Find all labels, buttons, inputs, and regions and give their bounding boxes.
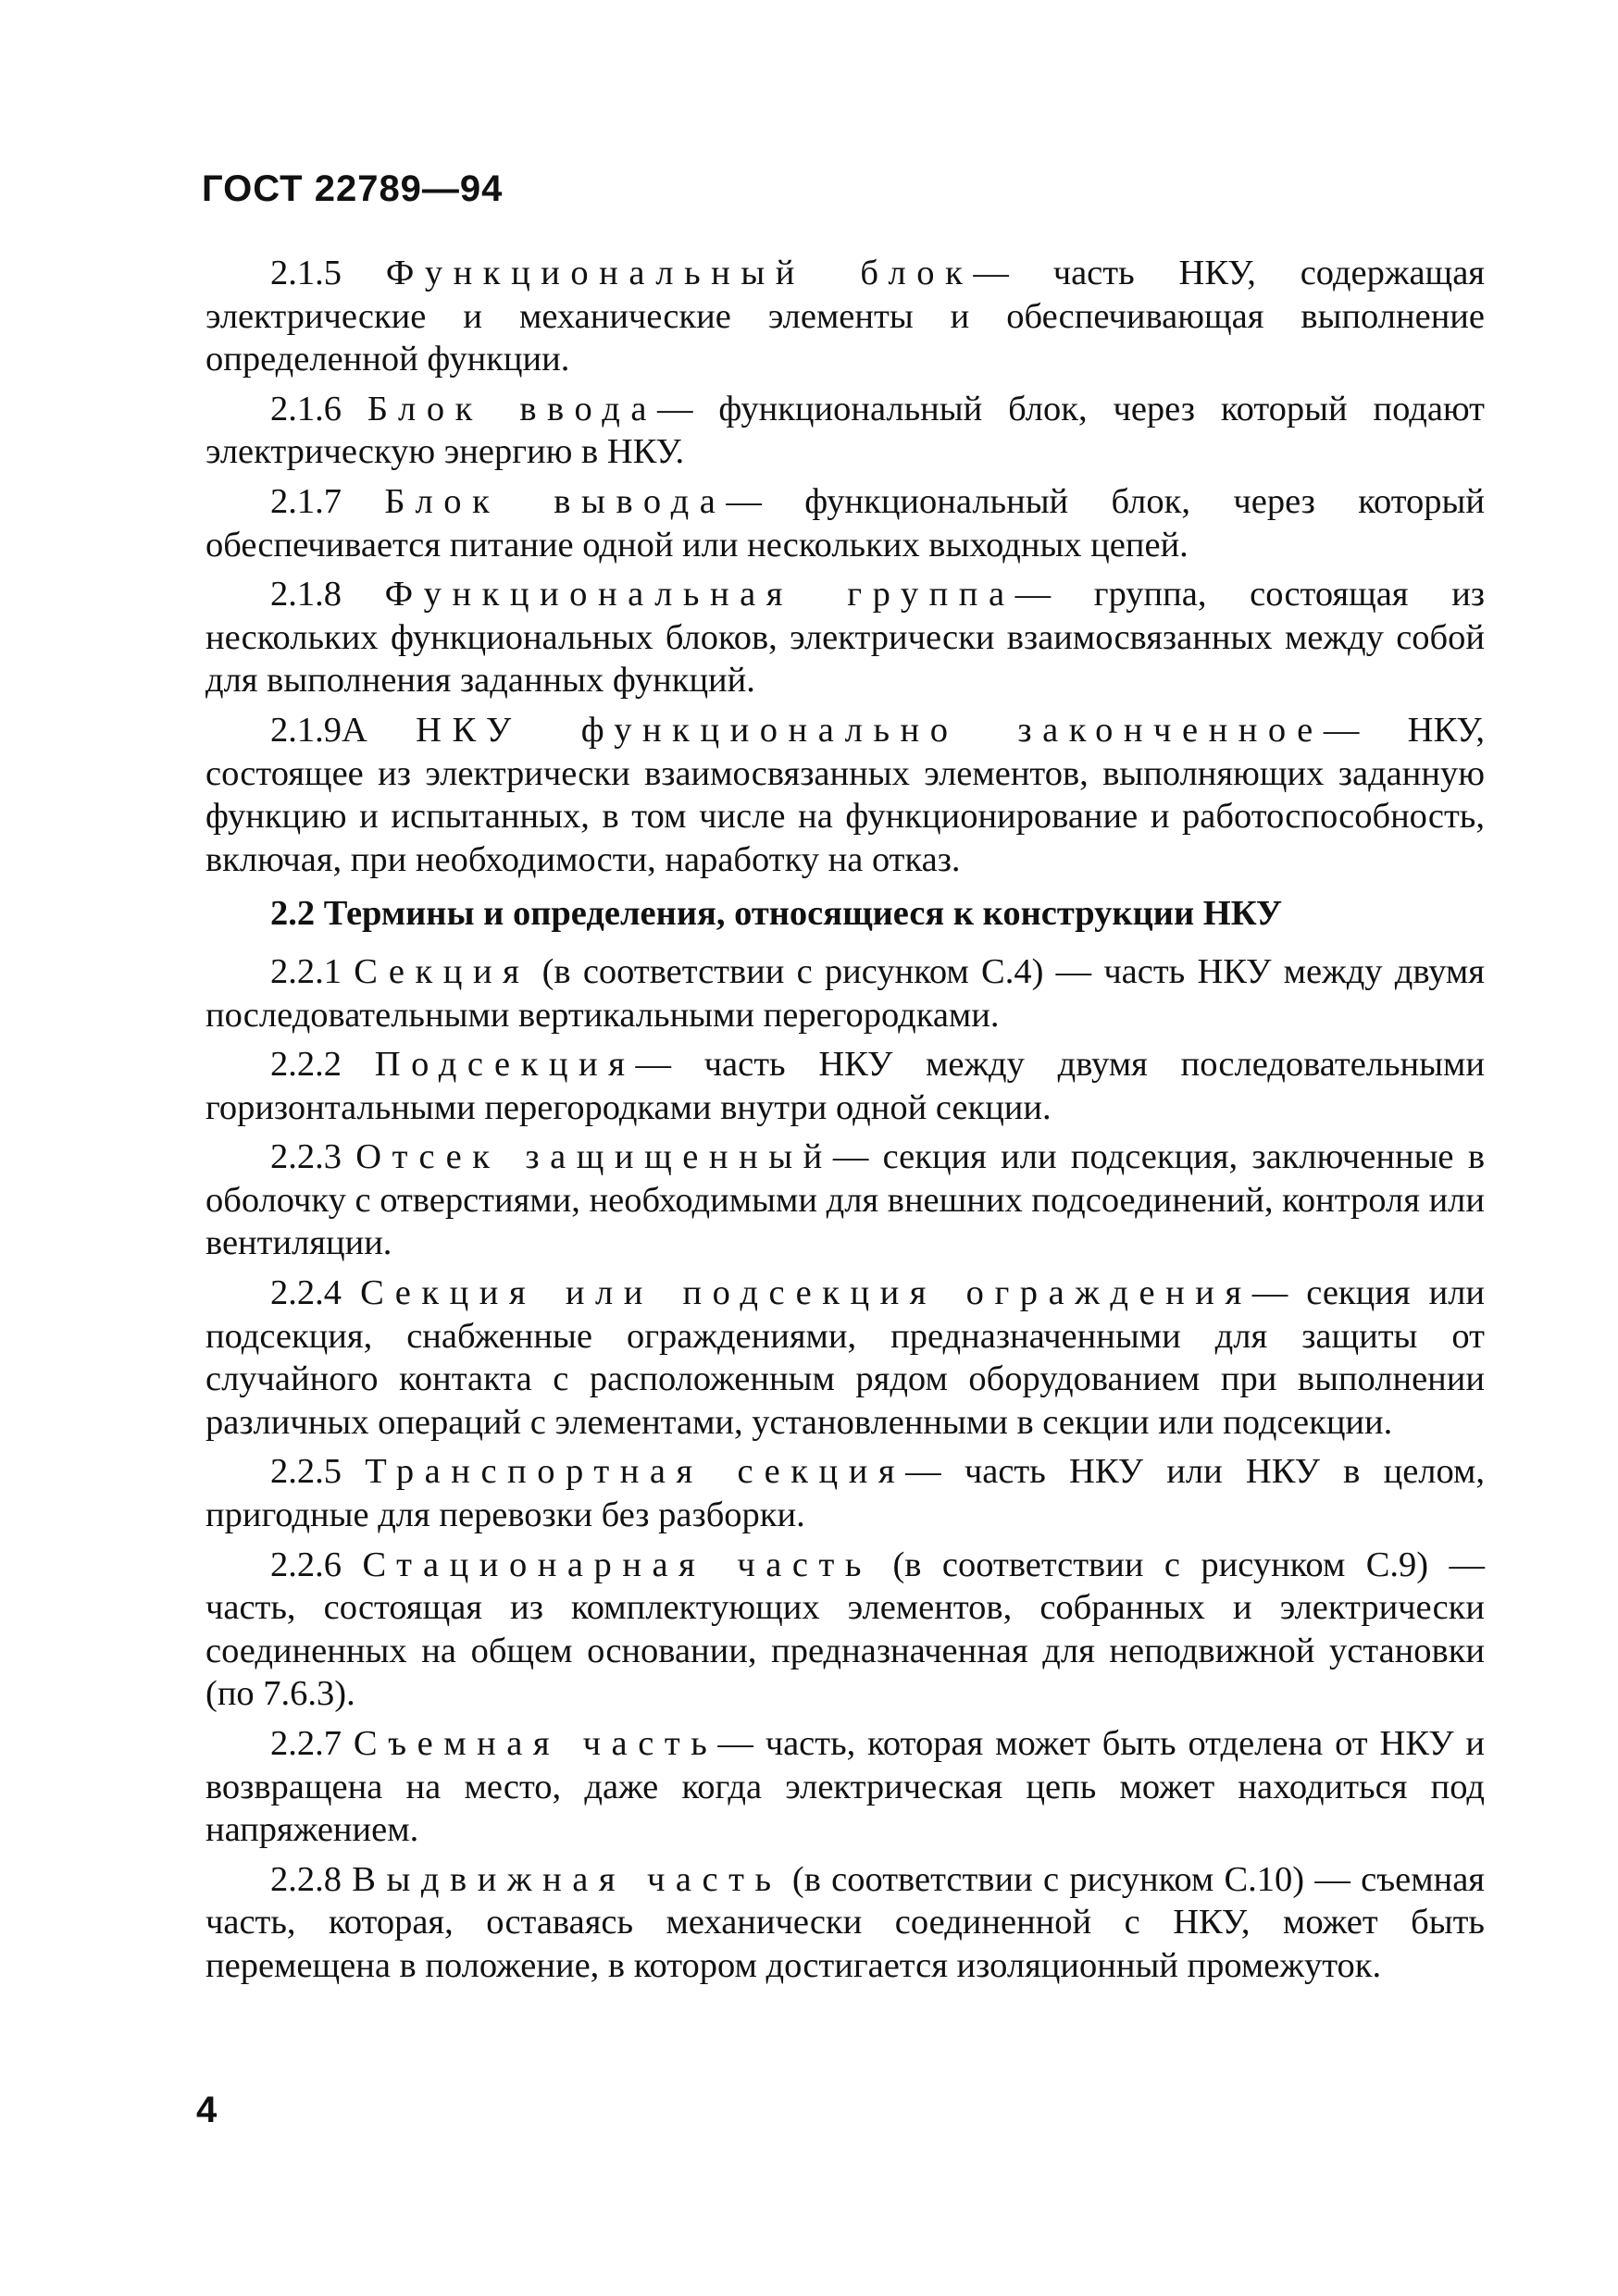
term: Отсек защищенный bbox=[355, 1137, 833, 1177]
paragraph-2-2-8 bbox=[205, 1858, 1485, 1988]
clause-number: 2.1.7 bbox=[270, 481, 342, 521]
definition: (в соответствии с рисунком С.4) — часть НКУ между двумя последовательными вертикальными перегородками. bbox=[205, 951, 1486, 1035]
paragraph-2-2-7 bbox=[205, 1722, 1485, 1852]
paragraph-2-2-1 bbox=[205, 950, 1485, 1036]
term: Функциональная группа bbox=[384, 575, 1015, 614]
definition: — группа, состоящая из нескольких функциональных блоков, электрически взаимосвязанных между собой для выполнения заданных функций. bbox=[205, 575, 1486, 701]
clause-number: 2.2.3 bbox=[270, 1137, 342, 1177]
term: Стационарная часть bbox=[362, 1545, 873, 1584]
clause-number: 2.2.5 bbox=[270, 1452, 342, 1492]
paragraph-2-2-3 bbox=[205, 1136, 1485, 1265]
paragraph-2-1-6 bbox=[205, 388, 1485, 474]
paragraph-2-1-5 bbox=[205, 252, 1485, 381]
clause-number: 2.1.8 bbox=[270, 575, 342, 614]
definition: — часть, которая может быть отделена от НКУ и возвращена на место, даже когда электрическая цепь может находиться под напряжением. bbox=[205, 1724, 1485, 1850]
definition: — функциональный блок, через который подают электрическую энергию в НКУ. bbox=[205, 389, 1485, 472]
clause-number: 2.1.9А bbox=[270, 710, 367, 750]
clause-number: 2.1.6 bbox=[270, 389, 342, 428]
term: Подсекция bbox=[374, 1045, 636, 1085]
definition: — часть НКУ или НКУ в целом, пригодные для перевозки без разборки. bbox=[205, 1452, 1485, 1535]
page-number: 4 bbox=[196, 2090, 218, 2130]
document-body bbox=[205, 252, 1485, 1994]
term: Секция или подсекция ограждения bbox=[360, 1273, 1252, 1313]
clause-number: 2.2.7 bbox=[270, 1724, 342, 1763]
paragraph-2-1-7 bbox=[205, 480, 1485, 566]
definition: — НКУ, состоящее из электрически взаимосвязанных элементов, выполняющих заданную функцию и испытанных, в том числе на функционирование и работоспособность, включая, при необходимости, наработку на отказ. bbox=[205, 710, 1485, 879]
term: Блок вывода bbox=[384, 481, 727, 521]
paragraph-2-2-2 bbox=[205, 1043, 1485, 1129]
clause-number: 2.2.2 bbox=[270, 1045, 342, 1085]
paragraph-2-1-8 bbox=[205, 573, 1485, 702]
clause-number: 2.2.1 bbox=[270, 951, 342, 991]
definition: (в соответствии с рисунком С.9) — часть, состоящая из комплектующих элементов, собранных и электрически соединенных на общем основании, предназначенная для неподвижной установки (по 7.6.3). bbox=[205, 1545, 1486, 1714]
definition: — секция или подсекция, снабженные ограждениями, предназначенными для защиты от случайного контакта с расположенным рядом оборудованием при выполнении различных операций с элементами, установленными в секции или подсекции. bbox=[205, 1273, 1486, 1442]
term: Транспортная секция bbox=[365, 1452, 906, 1492]
clause-number: 2.2.8 bbox=[270, 1859, 342, 1899]
term: Секция bbox=[354, 951, 530, 991]
term: НКУ функционально законченное bbox=[416, 710, 1324, 750]
paragraph-2-2-6 bbox=[205, 1544, 1485, 1716]
term: Съемная часть bbox=[353, 1724, 718, 1763]
term: Выдвижная часть bbox=[352, 1859, 782, 1899]
document-header: ГОСТ 22789—94 bbox=[202, 168, 504, 209]
paragraph-2-2-4 bbox=[205, 1272, 1485, 1444]
definition: (в соответствии с рисунком С.10) — съемная часть, которая, оставаясь механически соединенной с НКУ, может быть перемещена в положение, в котором достигается изоляционный промежуток. bbox=[205, 1859, 1485, 1985]
term: Функциональный блок bbox=[385, 254, 974, 292]
clause-number: 2.1.5 bbox=[270, 254, 342, 292]
definition: — секция или подсекция, заключенные в оболочку с отверстиями, необходимыми для внешних подсоединений, контроля или вентиляции. bbox=[205, 1137, 1485, 1263]
paragraph-2-1-9a bbox=[205, 709, 1485, 881]
term: Блок ввода bbox=[367, 389, 657, 428]
definition: — функциональный блок, через который обеспечивается питание одной или нескольких выходных цепей. bbox=[205, 481, 1485, 565]
definition: — часть НКУ, содержащая электрические и механические элементы и обеспечивающая выполнение определенной функции. bbox=[205, 254, 1485, 379]
clause-number: 2.2.6 bbox=[270, 1545, 342, 1584]
paragraph-2-2-5 bbox=[205, 1450, 1485, 1536]
definition: — часть НКУ между двумя последовательными горизонтальными перегородками внутри одной секции. bbox=[205, 1045, 1485, 1127]
clause-number: 2.2.4 bbox=[270, 1273, 342, 1313]
section-heading: 2.2 Термины и определения, относящиеся к конструкции НКУ bbox=[270, 894, 1283, 934]
